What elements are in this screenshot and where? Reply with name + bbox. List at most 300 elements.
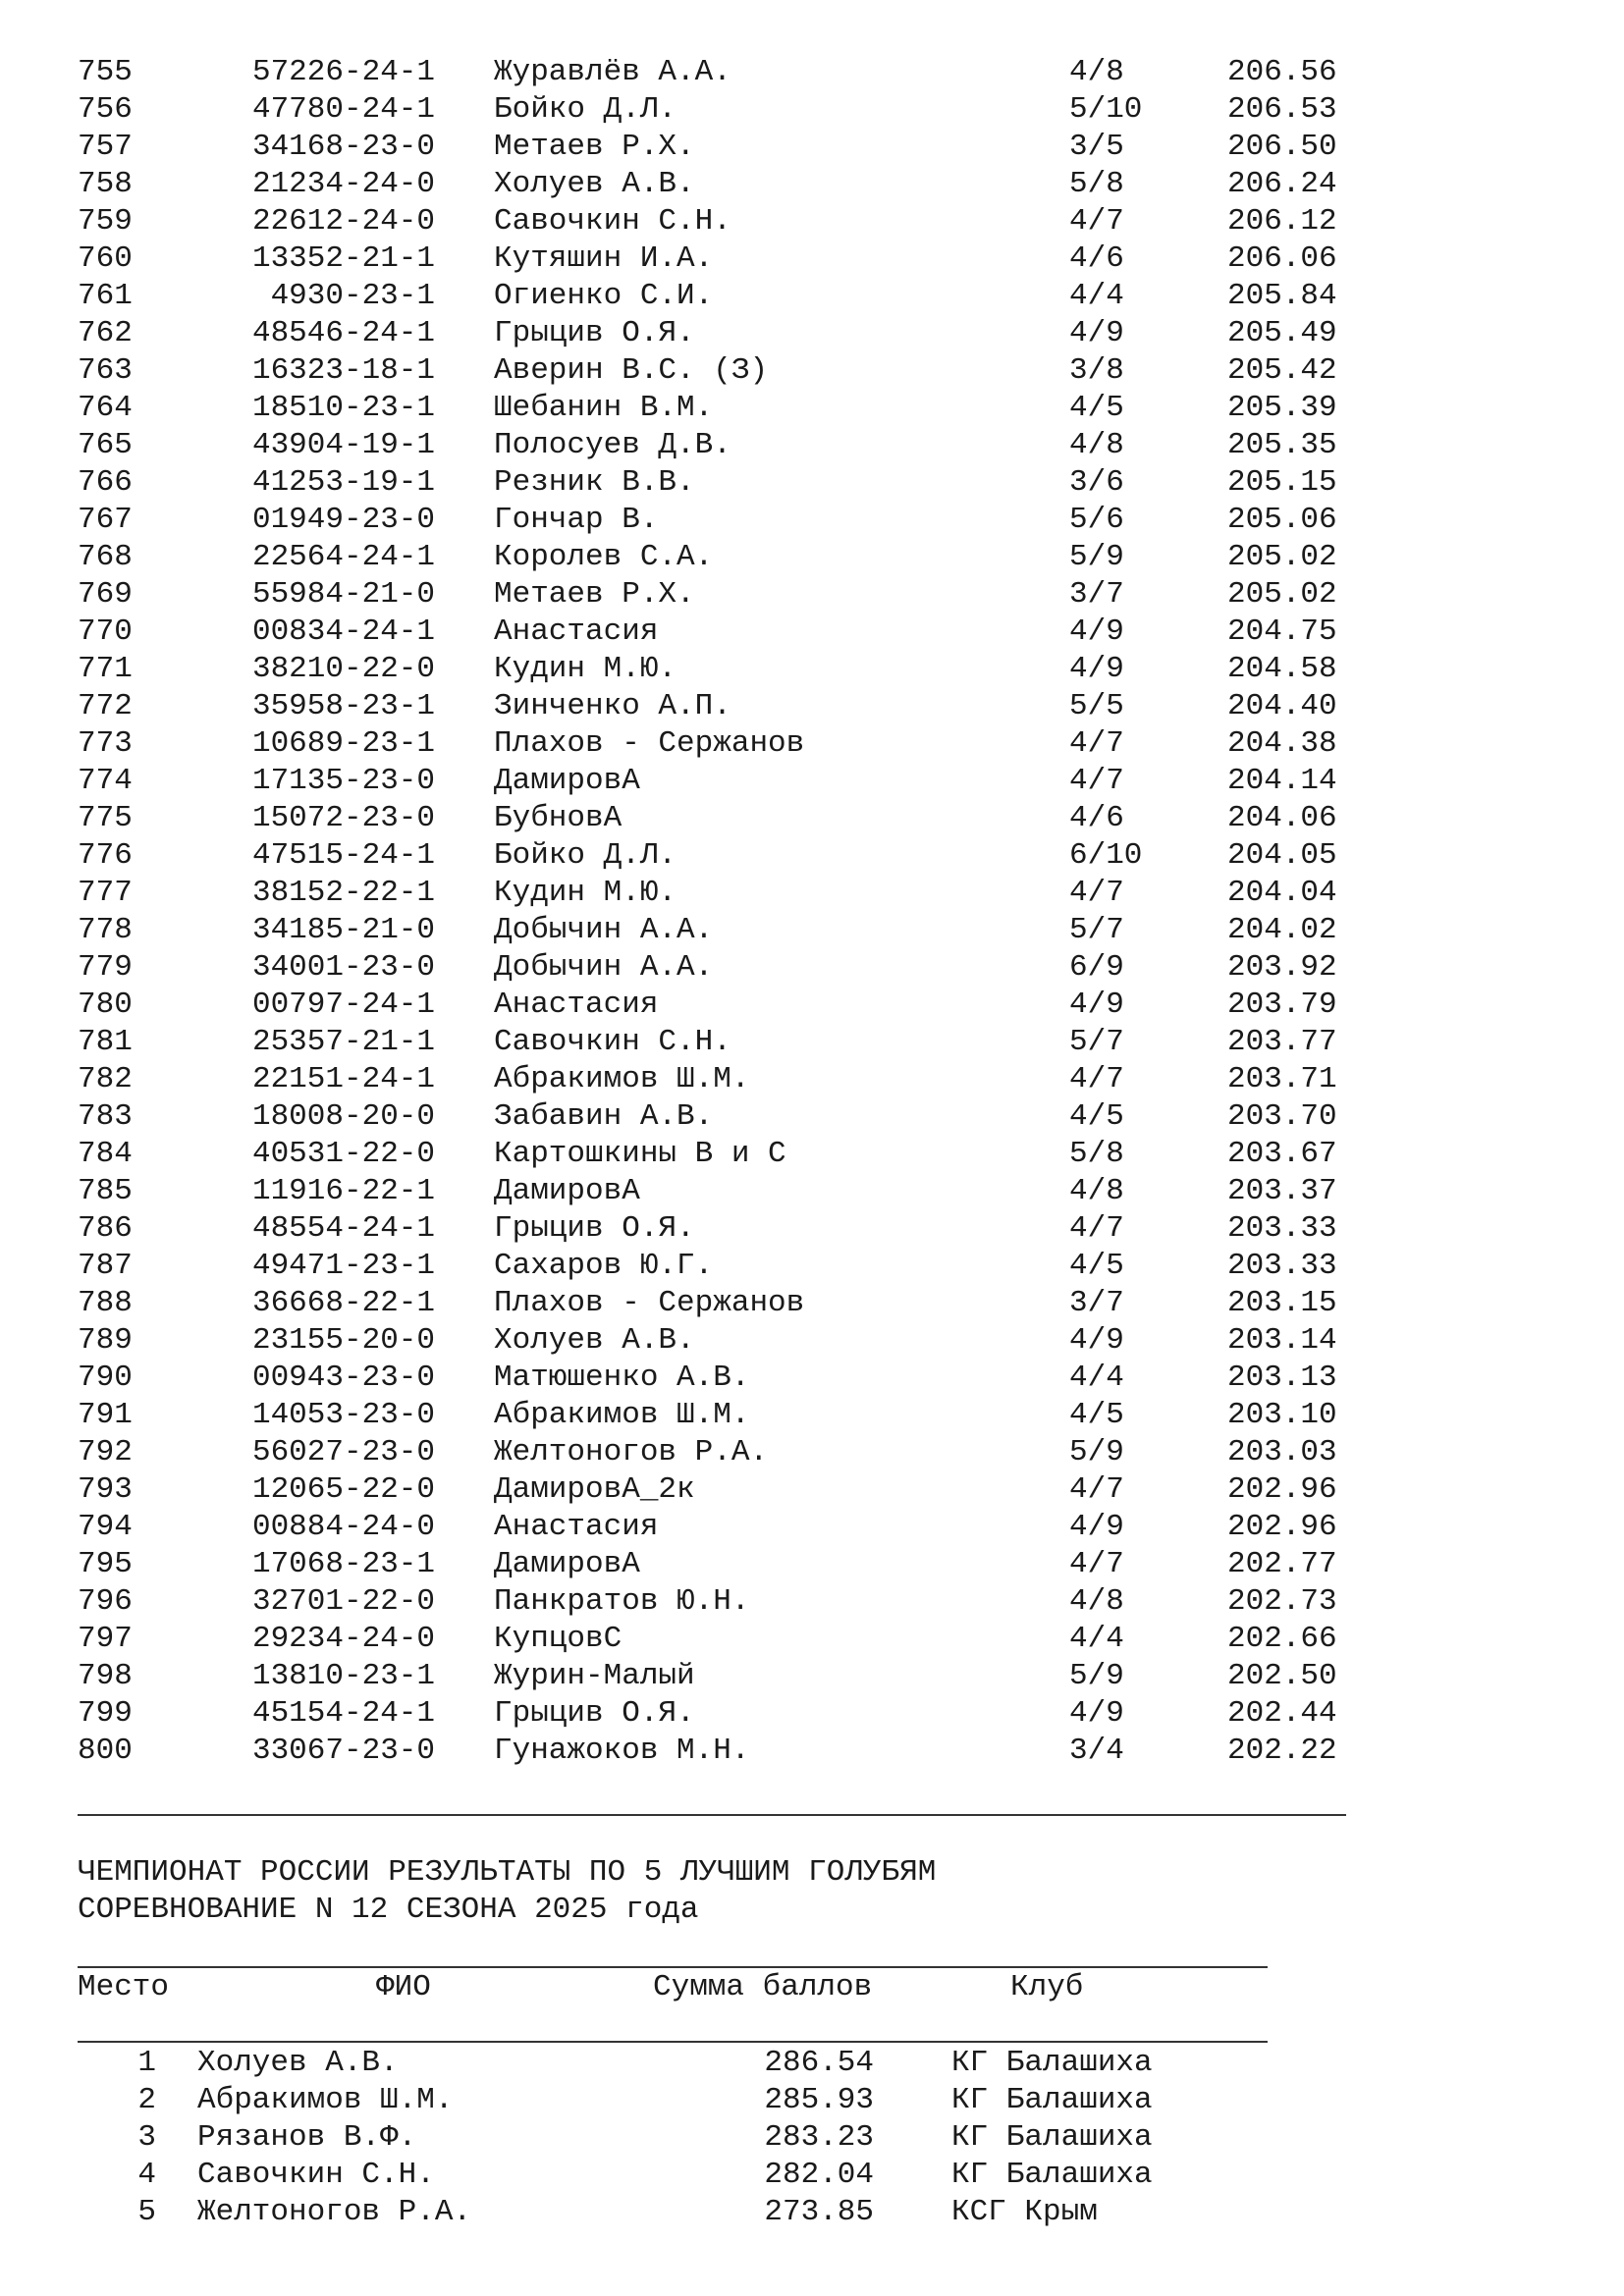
table-row bbox=[0, 1733, 1624, 1770]
ring-number: 57226-24-1 bbox=[251, 55, 435, 89]
arrival-ratio: 4/8 bbox=[1069, 1584, 1124, 1619]
owner-name: Савочкин С.Н. bbox=[494, 204, 731, 239]
table-row bbox=[0, 240, 1624, 278]
owner-name: Аверин В.С. (З) bbox=[494, 353, 769, 388]
ring-number: 14053-23-0 bbox=[251, 1398, 435, 1432]
table-row bbox=[0, 2119, 1624, 2157]
owner-name: Зинченко А.П. bbox=[494, 689, 731, 723]
arrival-ratio: 5/9 bbox=[1069, 1435, 1124, 1469]
arrival-ratio: 4/7 bbox=[1069, 726, 1124, 761]
table-row bbox=[0, 1173, 1624, 1210]
row-number: 761 bbox=[78, 279, 133, 313]
table-row bbox=[0, 576, 1624, 614]
place: 3 bbox=[137, 2120, 156, 2155]
owner-name: ДамировА bbox=[494, 1174, 640, 1208]
owner-name: Холуев А.В. bbox=[494, 1323, 695, 1358]
owner-name: Панкратов Ю.Н. bbox=[494, 1584, 750, 1619]
score: 204.75 bbox=[1227, 614, 1337, 649]
score: 202.96 bbox=[1227, 1472, 1337, 1507]
owner-name: Резник В.В. bbox=[494, 465, 695, 500]
arrival-ratio: 4/7 bbox=[1069, 1472, 1124, 1507]
place: 4 bbox=[137, 2158, 156, 2192]
row-number: 778 bbox=[78, 913, 133, 947]
arrival-ratio: 4/9 bbox=[1069, 316, 1124, 350]
table-row bbox=[0, 651, 1624, 688]
arrival-ratio: 6/10 bbox=[1069, 838, 1143, 873]
score: 204.38 bbox=[1227, 726, 1337, 761]
row-number: 771 bbox=[78, 652, 133, 686]
score: 203.92 bbox=[1227, 950, 1337, 985]
table-row bbox=[0, 91, 1624, 129]
table-row bbox=[0, 315, 1624, 352]
owner-name: Грыцив О.Я. bbox=[494, 1211, 695, 1246]
table-row bbox=[0, 1360, 1624, 1397]
score: 205.42 bbox=[1227, 353, 1337, 388]
arrival-ratio: 4/5 bbox=[1069, 1398, 1124, 1432]
table-row bbox=[0, 987, 1624, 1024]
score: 202.77 bbox=[1227, 1547, 1337, 1581]
ring-number: 11916-22-1 bbox=[251, 1174, 435, 1208]
row-number: 798 bbox=[78, 1659, 133, 1693]
score: 205.84 bbox=[1227, 279, 1337, 313]
owner-name: Королев С.А. bbox=[494, 540, 714, 574]
arrival-ratio: 4/5 bbox=[1069, 391, 1124, 425]
ring-number: 32701-22-0 bbox=[251, 1584, 435, 1619]
owner-name: Анастасия bbox=[494, 988, 659, 1022]
row-number: 755 bbox=[78, 55, 133, 89]
score: 204.06 bbox=[1227, 801, 1337, 835]
row-number: 783 bbox=[78, 1099, 133, 1134]
section-divider bbox=[78, 1814, 1346, 1816]
table-row bbox=[0, 1098, 1624, 1136]
row-number: 765 bbox=[78, 428, 133, 462]
score: 203.70 bbox=[1227, 1099, 1337, 1134]
row-number: 788 bbox=[78, 1286, 133, 1320]
ring-number: 22564-24-1 bbox=[251, 540, 435, 574]
table-row bbox=[0, 688, 1624, 725]
score: 203.14 bbox=[1227, 1323, 1337, 1358]
arrival-ratio: 5/8 bbox=[1069, 167, 1124, 201]
fio: Рязанов В.Ф. bbox=[197, 2120, 417, 2155]
arrival-ratio: 4/9 bbox=[1069, 1323, 1124, 1358]
competition-subtitle: СОРЕВНОВАНИЕ N 12 СЕЗОНА 2025 года bbox=[78, 1893, 699, 1927]
score: 205.02 bbox=[1227, 577, 1337, 612]
table-row bbox=[0, 390, 1624, 427]
fio: Абракимов Ш.М. bbox=[197, 2083, 454, 2117]
ring-number: 33067-23-0 bbox=[251, 1734, 435, 1768]
owner-name: Журавлёв А.А. bbox=[494, 55, 731, 89]
sum-points: 282.04 bbox=[764, 2158, 874, 2192]
score: 202.22 bbox=[1227, 1734, 1337, 1768]
table-row bbox=[0, 1397, 1624, 1434]
owner-name: ДамировА bbox=[494, 1547, 640, 1581]
owner-name: Анастасия bbox=[494, 1510, 659, 1544]
place: 2 bbox=[137, 2083, 156, 2117]
row-number: 756 bbox=[78, 92, 133, 127]
ring-number: 47780-24-1 bbox=[251, 92, 435, 127]
table-row bbox=[0, 539, 1624, 576]
table-row bbox=[0, 1322, 1624, 1360]
score: 204.05 bbox=[1227, 838, 1337, 873]
row-number: 789 bbox=[78, 1323, 133, 1358]
table-top-rule bbox=[78, 1966, 1268, 1968]
arrival-ratio: 4/8 bbox=[1069, 1174, 1124, 1208]
ring-number: 00797-24-1 bbox=[251, 988, 435, 1022]
score: 202.66 bbox=[1227, 1622, 1337, 1656]
score: 205.06 bbox=[1227, 503, 1337, 537]
ring-number: 45154-24-1 bbox=[251, 1696, 435, 1731]
row-number: 763 bbox=[78, 353, 133, 388]
owner-name: Журин-Малый bbox=[494, 1659, 695, 1693]
results-table-body bbox=[0, 2045, 1624, 2231]
ring-number: 01949-23-0 bbox=[251, 503, 435, 537]
score: 202.44 bbox=[1227, 1696, 1337, 1731]
table-row bbox=[0, 1024, 1624, 1061]
ring-number: 13352-21-1 bbox=[251, 241, 435, 276]
owner-name: Грыцив О.Я. bbox=[494, 316, 695, 350]
ring-number: 34001-23-0 bbox=[251, 950, 435, 985]
ring-number: 38152-22-1 bbox=[251, 876, 435, 910]
arrival-ratio: 4/7 bbox=[1069, 1547, 1124, 1581]
fio: Желтоногов Р.А. bbox=[197, 2195, 472, 2229]
arrival-ratio: 4/9 bbox=[1069, 614, 1124, 649]
score: 203.10 bbox=[1227, 1398, 1337, 1432]
arrival-ratio: 5/8 bbox=[1069, 1137, 1124, 1171]
row-number: 796 bbox=[78, 1584, 133, 1619]
score: 204.58 bbox=[1227, 652, 1337, 686]
arrival-ratio: 5/6 bbox=[1069, 503, 1124, 537]
table-row bbox=[0, 1509, 1624, 1546]
row-number: 757 bbox=[78, 130, 133, 164]
arrival-ratio: 4/5 bbox=[1069, 1249, 1124, 1283]
owner-name: БубновА bbox=[494, 801, 623, 835]
score: 206.50 bbox=[1227, 130, 1337, 164]
row-number: 781 bbox=[78, 1025, 133, 1059]
arrival-ratio: 3/4 bbox=[1069, 1734, 1124, 1768]
ring-number: 49471-23-1 bbox=[251, 1249, 435, 1283]
table-row bbox=[0, 166, 1624, 203]
header-club: Клуб bbox=[1010, 1970, 1084, 2004]
row-number: 764 bbox=[78, 391, 133, 425]
owner-name: Бойко Д.Л. bbox=[494, 838, 677, 873]
table-row bbox=[0, 2082, 1624, 2119]
row-number: 773 bbox=[78, 726, 133, 761]
arrival-ratio: 4/6 bbox=[1069, 241, 1124, 276]
ring-number: 10689-23-1 bbox=[251, 726, 435, 761]
arrival-ratio: 5/9 bbox=[1069, 540, 1124, 574]
score: 204.40 bbox=[1227, 689, 1337, 723]
table-row bbox=[0, 352, 1624, 390]
score: 203.79 bbox=[1227, 988, 1337, 1022]
table-row bbox=[0, 464, 1624, 502]
owner-name: Картошкины В и С bbox=[494, 1137, 786, 1171]
row-number: 782 bbox=[78, 1062, 133, 1096]
ring-number: 22151-24-1 bbox=[251, 1062, 435, 1096]
ring-number: 48554-24-1 bbox=[251, 1211, 435, 1246]
row-number: 794 bbox=[78, 1510, 133, 1544]
championship-title: ЧЕМПИОНАТ РОССИИ РЕЗУЛЬТАТЫ ПО 5 ЛУЧШИМ ГОЛУБЯМ bbox=[78, 1855, 937, 1890]
row-number: 793 bbox=[78, 1472, 133, 1507]
row-number: 776 bbox=[78, 838, 133, 873]
score: 203.33 bbox=[1227, 1211, 1337, 1246]
row-number: 774 bbox=[78, 764, 133, 798]
table-row bbox=[0, 1695, 1624, 1733]
table-row bbox=[0, 502, 1624, 539]
table-row bbox=[0, 1546, 1624, 1583]
owner-name: Плахов - Сержанов bbox=[494, 726, 805, 761]
arrival-ratio: 4/4 bbox=[1069, 279, 1124, 313]
owner-name: ДамировА bbox=[494, 764, 640, 798]
table-row bbox=[0, 725, 1624, 763]
owner-name: Матюшенко А.В. bbox=[494, 1361, 750, 1395]
score: 204.02 bbox=[1227, 913, 1337, 947]
owner-name: Шебанин В.М. bbox=[494, 391, 714, 425]
row-number: 785 bbox=[78, 1174, 133, 1208]
table-row bbox=[0, 875, 1624, 912]
arrival-ratio: 3/8 bbox=[1069, 353, 1124, 388]
ring-number: 18510-23-1 bbox=[251, 391, 435, 425]
sum-points: 285.93 bbox=[764, 2083, 874, 2117]
arrival-ratio: 3/7 bbox=[1069, 1286, 1124, 1320]
score: 204.04 bbox=[1227, 876, 1337, 910]
score: 203.33 bbox=[1227, 1249, 1337, 1283]
score: 206.12 bbox=[1227, 204, 1337, 239]
ring-number: 41253-19-1 bbox=[251, 465, 435, 500]
owner-name: Савочкин С.Н. bbox=[494, 1025, 731, 1059]
arrival-ratio: 4/8 bbox=[1069, 55, 1124, 89]
sum-points: 286.54 bbox=[764, 2046, 874, 2080]
owner-name: Грыцив О.Я. bbox=[494, 1696, 695, 1731]
arrival-ratio: 4/8 bbox=[1069, 428, 1124, 462]
sum-points: 283.23 bbox=[764, 2120, 874, 2155]
owner-name: Плахов - Сержанов bbox=[494, 1286, 805, 1320]
ring-number: 29234-24-0 bbox=[251, 1622, 435, 1656]
arrival-ratio: 4/4 bbox=[1069, 1622, 1124, 1656]
table-row bbox=[0, 1061, 1624, 1098]
owner-name: Добычин А.А. bbox=[494, 913, 714, 947]
score: 203.67 bbox=[1227, 1137, 1337, 1171]
ring-number: 4930-23-1 bbox=[270, 279, 435, 313]
table-row bbox=[0, 427, 1624, 464]
row-number: 797 bbox=[78, 1622, 133, 1656]
ring-number: 40531-22-0 bbox=[251, 1137, 435, 1171]
row-number: 777 bbox=[78, 876, 133, 910]
score: 205.49 bbox=[1227, 316, 1337, 350]
row-number: 759 bbox=[78, 204, 133, 239]
ring-number: 18008-20-0 bbox=[251, 1099, 435, 1134]
table-row bbox=[0, 949, 1624, 987]
owner-name: Кудин М.Ю. bbox=[494, 652, 677, 686]
score: 205.15 bbox=[1227, 465, 1337, 500]
row-number: 767 bbox=[78, 503, 133, 537]
score: 205.35 bbox=[1227, 428, 1337, 462]
ring-number: 56027-23-0 bbox=[251, 1435, 435, 1469]
table-row bbox=[0, 2157, 1624, 2194]
table-row bbox=[0, 278, 1624, 315]
owner-name: Кутяшин И.А. bbox=[494, 241, 714, 276]
score: 206.53 bbox=[1227, 92, 1337, 127]
arrival-ratio: 4/5 bbox=[1069, 1099, 1124, 1134]
table-row bbox=[0, 203, 1624, 240]
score: 205.39 bbox=[1227, 391, 1337, 425]
table-row bbox=[0, 1434, 1624, 1471]
score: 203.03 bbox=[1227, 1435, 1337, 1469]
owner-name: Абракимов Ш.М. bbox=[494, 1062, 750, 1096]
place: 1 bbox=[137, 2046, 156, 2080]
score: 203.37 bbox=[1227, 1174, 1337, 1208]
arrival-ratio: 4/9 bbox=[1069, 1696, 1124, 1731]
arrival-ratio: 4/9 bbox=[1069, 652, 1124, 686]
score: 202.73 bbox=[1227, 1584, 1337, 1619]
ring-number: 34185-21-0 bbox=[251, 913, 435, 947]
arrival-ratio: 4/7 bbox=[1069, 764, 1124, 798]
owner-name: Добычин А.А. bbox=[494, 950, 714, 985]
ring-number: 38210-22-0 bbox=[251, 652, 435, 686]
row-number: 799 bbox=[78, 1696, 133, 1731]
ring-number: 48546-24-1 bbox=[251, 316, 435, 350]
ring-number: 36668-22-1 bbox=[251, 1286, 435, 1320]
header-sum: Сумма баллов bbox=[653, 1970, 873, 2004]
header-fio: ФИО bbox=[376, 1970, 431, 2004]
table-row bbox=[0, 912, 1624, 949]
ring-number: 23155-20-0 bbox=[251, 1323, 435, 1358]
table-row bbox=[0, 54, 1624, 91]
ring-number: 25357-21-1 bbox=[251, 1025, 435, 1059]
arrival-ratio: 5/9 bbox=[1069, 1659, 1124, 1693]
ring-number: 21234-24-0 bbox=[251, 167, 435, 201]
score: 203.13 bbox=[1227, 1361, 1337, 1395]
row-number: 795 bbox=[78, 1547, 133, 1581]
row-number: 769 bbox=[78, 577, 133, 612]
ring-number: 43904-19-1 bbox=[251, 428, 435, 462]
score: 206.24 bbox=[1227, 167, 1337, 201]
owner-name: Метаев Р.Х. bbox=[494, 577, 695, 612]
table-row bbox=[0, 800, 1624, 837]
place: 5 bbox=[137, 2195, 156, 2229]
owner-name: ДамировА_2к bbox=[494, 1472, 695, 1507]
owner-name: Огиенко С.И. bbox=[494, 279, 714, 313]
row-number: 779 bbox=[78, 950, 133, 985]
ring-number: 13810-23-1 bbox=[251, 1659, 435, 1693]
arrival-ratio: 6/9 bbox=[1069, 950, 1124, 985]
ring-number: 55984-21-0 bbox=[251, 577, 435, 612]
table-row bbox=[0, 837, 1624, 875]
table-row bbox=[0, 129, 1624, 166]
table-header-rule bbox=[78, 2041, 1268, 2043]
row-number: 770 bbox=[78, 614, 133, 649]
arrival-ratio: 3/6 bbox=[1069, 465, 1124, 500]
table-row bbox=[0, 1285, 1624, 1322]
owner-name: Абракимов Ш.М. bbox=[494, 1398, 750, 1432]
row-number: 766 bbox=[78, 465, 133, 500]
ring-number: 15072-23-0 bbox=[251, 801, 435, 835]
fio: Савочкин С.Н. bbox=[197, 2158, 435, 2192]
arrival-ratio: 4/7 bbox=[1069, 204, 1124, 239]
row-number: 790 bbox=[78, 1361, 133, 1395]
table-row bbox=[0, 2194, 1624, 2231]
owner-name: Кудин М.Ю. bbox=[494, 876, 677, 910]
table-row bbox=[0, 1210, 1624, 1248]
owner-name: Бойко Д.Л. bbox=[494, 92, 677, 127]
score: 203.77 bbox=[1227, 1025, 1337, 1059]
fio: Холуев А.В. bbox=[197, 2046, 399, 2080]
owner-name: Сахаров Ю.Г. bbox=[494, 1249, 714, 1283]
row-number: 800 bbox=[78, 1734, 133, 1768]
ring-number: 00884-24-0 bbox=[251, 1510, 435, 1544]
row-number: 772 bbox=[78, 689, 133, 723]
row-number: 786 bbox=[78, 1211, 133, 1246]
table-row bbox=[0, 1658, 1624, 1695]
score: 202.96 bbox=[1227, 1510, 1337, 1544]
owner-name: Холуев А.В. bbox=[494, 167, 695, 201]
row-number: 780 bbox=[78, 988, 133, 1022]
sum-points: 273.85 bbox=[764, 2195, 874, 2229]
owner-name: Гончар В. bbox=[494, 503, 659, 537]
arrival-ratio: 5/7 bbox=[1069, 1025, 1124, 1059]
table-row bbox=[0, 1136, 1624, 1173]
ranking-list bbox=[0, 54, 1624, 1770]
arrival-ratio: 3/7 bbox=[1069, 577, 1124, 612]
table-row bbox=[0, 763, 1624, 800]
arrival-ratio: 4/7 bbox=[1069, 876, 1124, 910]
arrival-ratio: 4/4 bbox=[1069, 1361, 1124, 1395]
ring-number: 34168-23-0 bbox=[251, 130, 435, 164]
owner-name: Метаев Р.Х. bbox=[494, 130, 695, 164]
ring-number: 00943-23-0 bbox=[251, 1361, 435, 1395]
club: КГ Балашиха bbox=[951, 2158, 1153, 2192]
score: 202.50 bbox=[1227, 1659, 1337, 1693]
results-table-header bbox=[0, 1969, 1624, 2006]
ring-number: 47515-24-1 bbox=[251, 838, 435, 873]
owner-name: КупцовС bbox=[494, 1622, 623, 1656]
arrival-ratio: 4/9 bbox=[1069, 988, 1124, 1022]
table-row bbox=[0, 2045, 1624, 2082]
club: КГ Балашиха bbox=[951, 2083, 1153, 2117]
club: КГ Балашиха bbox=[951, 2120, 1153, 2155]
table-row bbox=[0, 1471, 1624, 1509]
arrival-ratio: 5/10 bbox=[1069, 92, 1143, 127]
table-row bbox=[0, 1621, 1624, 1658]
ring-number: 00834-24-1 bbox=[251, 614, 435, 649]
header-place: Место bbox=[78, 1970, 170, 2004]
ring-number: 35958-23-1 bbox=[251, 689, 435, 723]
arrival-ratio: 4/7 bbox=[1069, 1062, 1124, 1096]
owner-name: Анастасия bbox=[494, 614, 659, 649]
club: КСГ Крым bbox=[951, 2195, 1098, 2229]
score: 205.02 bbox=[1227, 540, 1337, 574]
row-number: 775 bbox=[78, 801, 133, 835]
row-number: 791 bbox=[78, 1398, 133, 1432]
row-number: 792 bbox=[78, 1435, 133, 1469]
arrival-ratio: 5/7 bbox=[1069, 913, 1124, 947]
table-row bbox=[0, 1583, 1624, 1621]
row-number: 768 bbox=[78, 540, 133, 574]
ring-number: 12065-22-0 bbox=[251, 1472, 435, 1507]
owner-name: Забавин А.В. bbox=[494, 1099, 714, 1134]
score: 206.56 bbox=[1227, 55, 1337, 89]
table-row bbox=[0, 1248, 1624, 1285]
row-number: 758 bbox=[78, 167, 133, 201]
score: 203.71 bbox=[1227, 1062, 1337, 1096]
ring-number: 16323-18-1 bbox=[251, 353, 435, 388]
owner-name: Гунажоков М.Н. bbox=[494, 1734, 750, 1768]
row-number: 762 bbox=[78, 316, 133, 350]
table-row bbox=[0, 614, 1624, 651]
ring-number: 17135-23-0 bbox=[251, 764, 435, 798]
arrival-ratio: 4/7 bbox=[1069, 1211, 1124, 1246]
club: КГ Балашиха bbox=[951, 2046, 1153, 2080]
score: 203.15 bbox=[1227, 1286, 1337, 1320]
